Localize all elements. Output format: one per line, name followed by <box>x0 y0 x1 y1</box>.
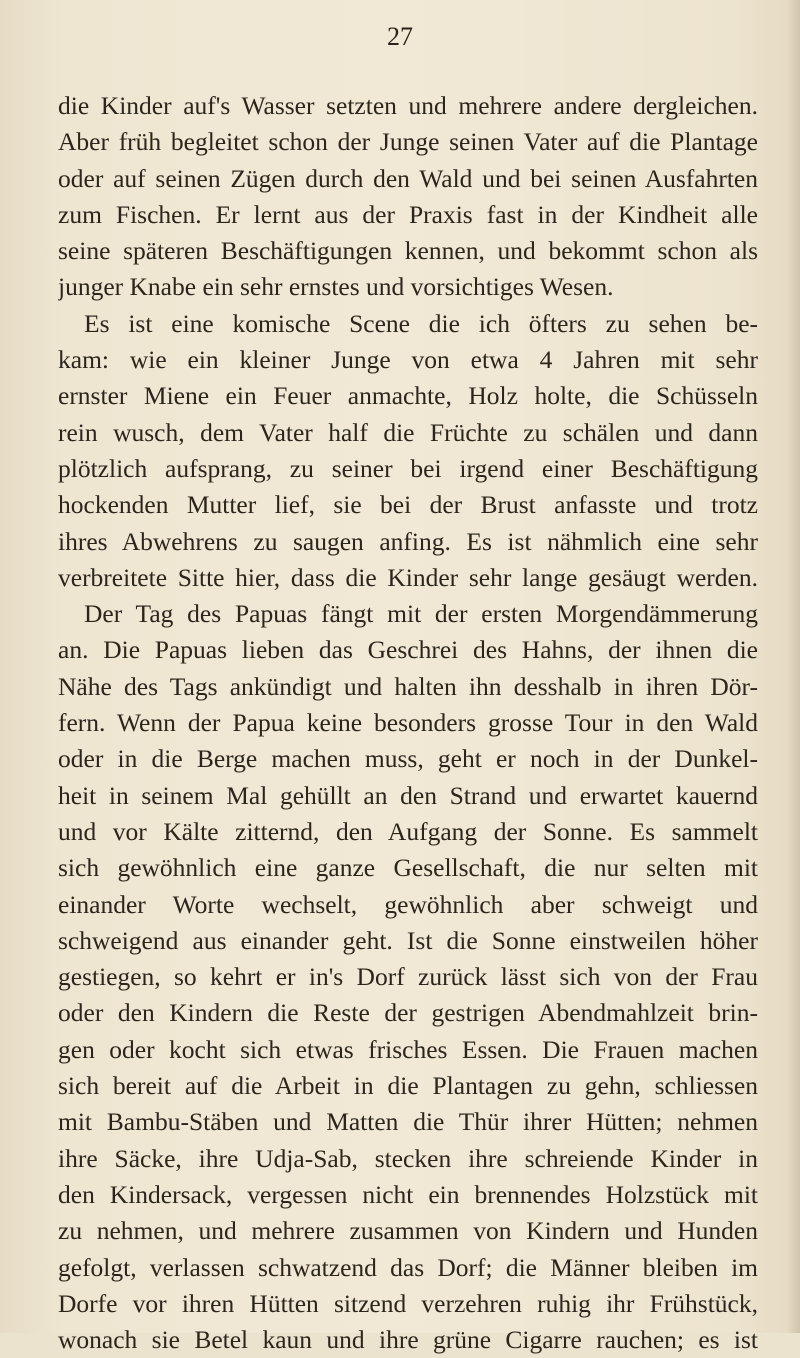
text-line: sich gewöhnlich eine ganze Gesellschaft, die nur selten mit <box>58 853 758 883</box>
text-line: ihres Abwehrens zu saugen anfing. Es ist nähmlich eine sehr <box>58 526 758 556</box>
page-edge-shadow <box>786 0 800 1333</box>
text-line: gefolgt, verlassen schwatzend das Dorf; die Männer bleiben im <box>58 1252 758 1282</box>
text-line: Der Tag des Papuas fängt mit der ersten Morgendämmerung <box>84 599 758 629</box>
text-line: schweigend aus einander geht. Ist die Sonne einstweilen höher <box>58 925 758 955</box>
text-line: den Kindersack, vergessen nicht ein brennendes Holzstück mit <box>58 1179 758 1209</box>
text-line: fern. Wenn der Papua keine besonders grosse Tour in den Wald <box>58 708 758 738</box>
text-line: seine späteren Beschäftigungen kennen, und bekommt schon als <box>58 236 758 266</box>
text-line: oder in die Berge machen muss, geht er noch in der Dunkel- <box>58 744 758 774</box>
text-line: und vor Kälte zitternd, den Aufgang der Sonne. Es sammelt <box>58 816 758 846</box>
text-line: oder auf seinen Zügen durch den Wald und bei seinen Ausfahrten <box>58 163 758 193</box>
text-line: die Kinder auf's Wasser setzten und mehrere andere dergleichen. <box>58 91 758 120</box>
text-line: heit in seinem Mal gehüllt an den Strand und erwartet kauernd <box>58 780 758 810</box>
text-line: wonach sie Betel kaun und ihre grüne Cigarre rauchen; es ist <box>58 1325 758 1355</box>
text-line: junger Knabe ein sehr ernstes und vorsichtiges Wesen. <box>58 272 614 302</box>
text-line: Dorfe vor ihren Hütten sitzend verzehren ruhig ihr Frühstück, <box>58 1288 758 1318</box>
text-line: verbreitete Sitte hier, dass die Kinder sehr lange gesäugt werden. <box>58 562 758 592</box>
text-line: gestiegen, so kehrt er in's Dorf zurück lässt sich von der Frau <box>58 962 758 992</box>
text-line: sich bereit auf die Arbeit in die Plantagen zu gehn, schliessen <box>58 1071 758 1101</box>
text-line: Aber früh begleitet schon der Junge seinen Vater auf die Plantage <box>58 127 758 157</box>
page-number: 27 <box>387 22 413 51</box>
text-line: Es ist eine komische Scene die ich öfters zu sehen be- <box>84 308 758 338</box>
text-line: kam: wie ein kleiner Junge von etwa 4 Jahren mit sehr <box>58 345 758 375</box>
text-line: Nähe des Tags ankündigt und halten ihn desshalb in ihren Dör- <box>58 671 758 701</box>
text-line: ihre Säcke, ihre Udja-Sab, stecken ihre schreiende Kinder in <box>58 1143 758 1173</box>
text-line: rein wusch, dem Vater half die Früchte zu schälen und dann <box>58 417 758 447</box>
text-line: zu nehmen, und mehrere zusammen von Kindern und Hunden <box>58 1216 758 1246</box>
text-line: gen oder kocht sich etwas frisches Essen. Die Frauen machen <box>58 1034 758 1064</box>
text-line: einander Worte wechselt, gewöhnlich aber schweigt und <box>58 889 758 919</box>
text-line: plötzlich aufsprang, zu seiner bei irgend einer Beschäftigung <box>58 453 758 483</box>
body-text <box>58 88 758 1358</box>
text-line: ernster Miene ein Feuer anmachte, Holz holte, die Schüsseln <box>58 381 758 411</box>
text-line: oder den Kindern die Reste der gestrigen Abendmahlzeit brin- <box>58 998 758 1028</box>
text-line: an. Die Papuas lieben das Geschrei des Hahns, der ihnen die <box>58 635 758 665</box>
text-line: zum Fischen. Er lernt aus der Praxis fast in der Kindheit alle <box>58 199 758 229</box>
text-line: hockenden Mutter lief, sie bei der Brust anfasste und trotz <box>58 490 758 520</box>
text-line: mit Bambu-Stäben und Matten die Thür ihrer Hütten; nehmen <box>58 1107 758 1137</box>
